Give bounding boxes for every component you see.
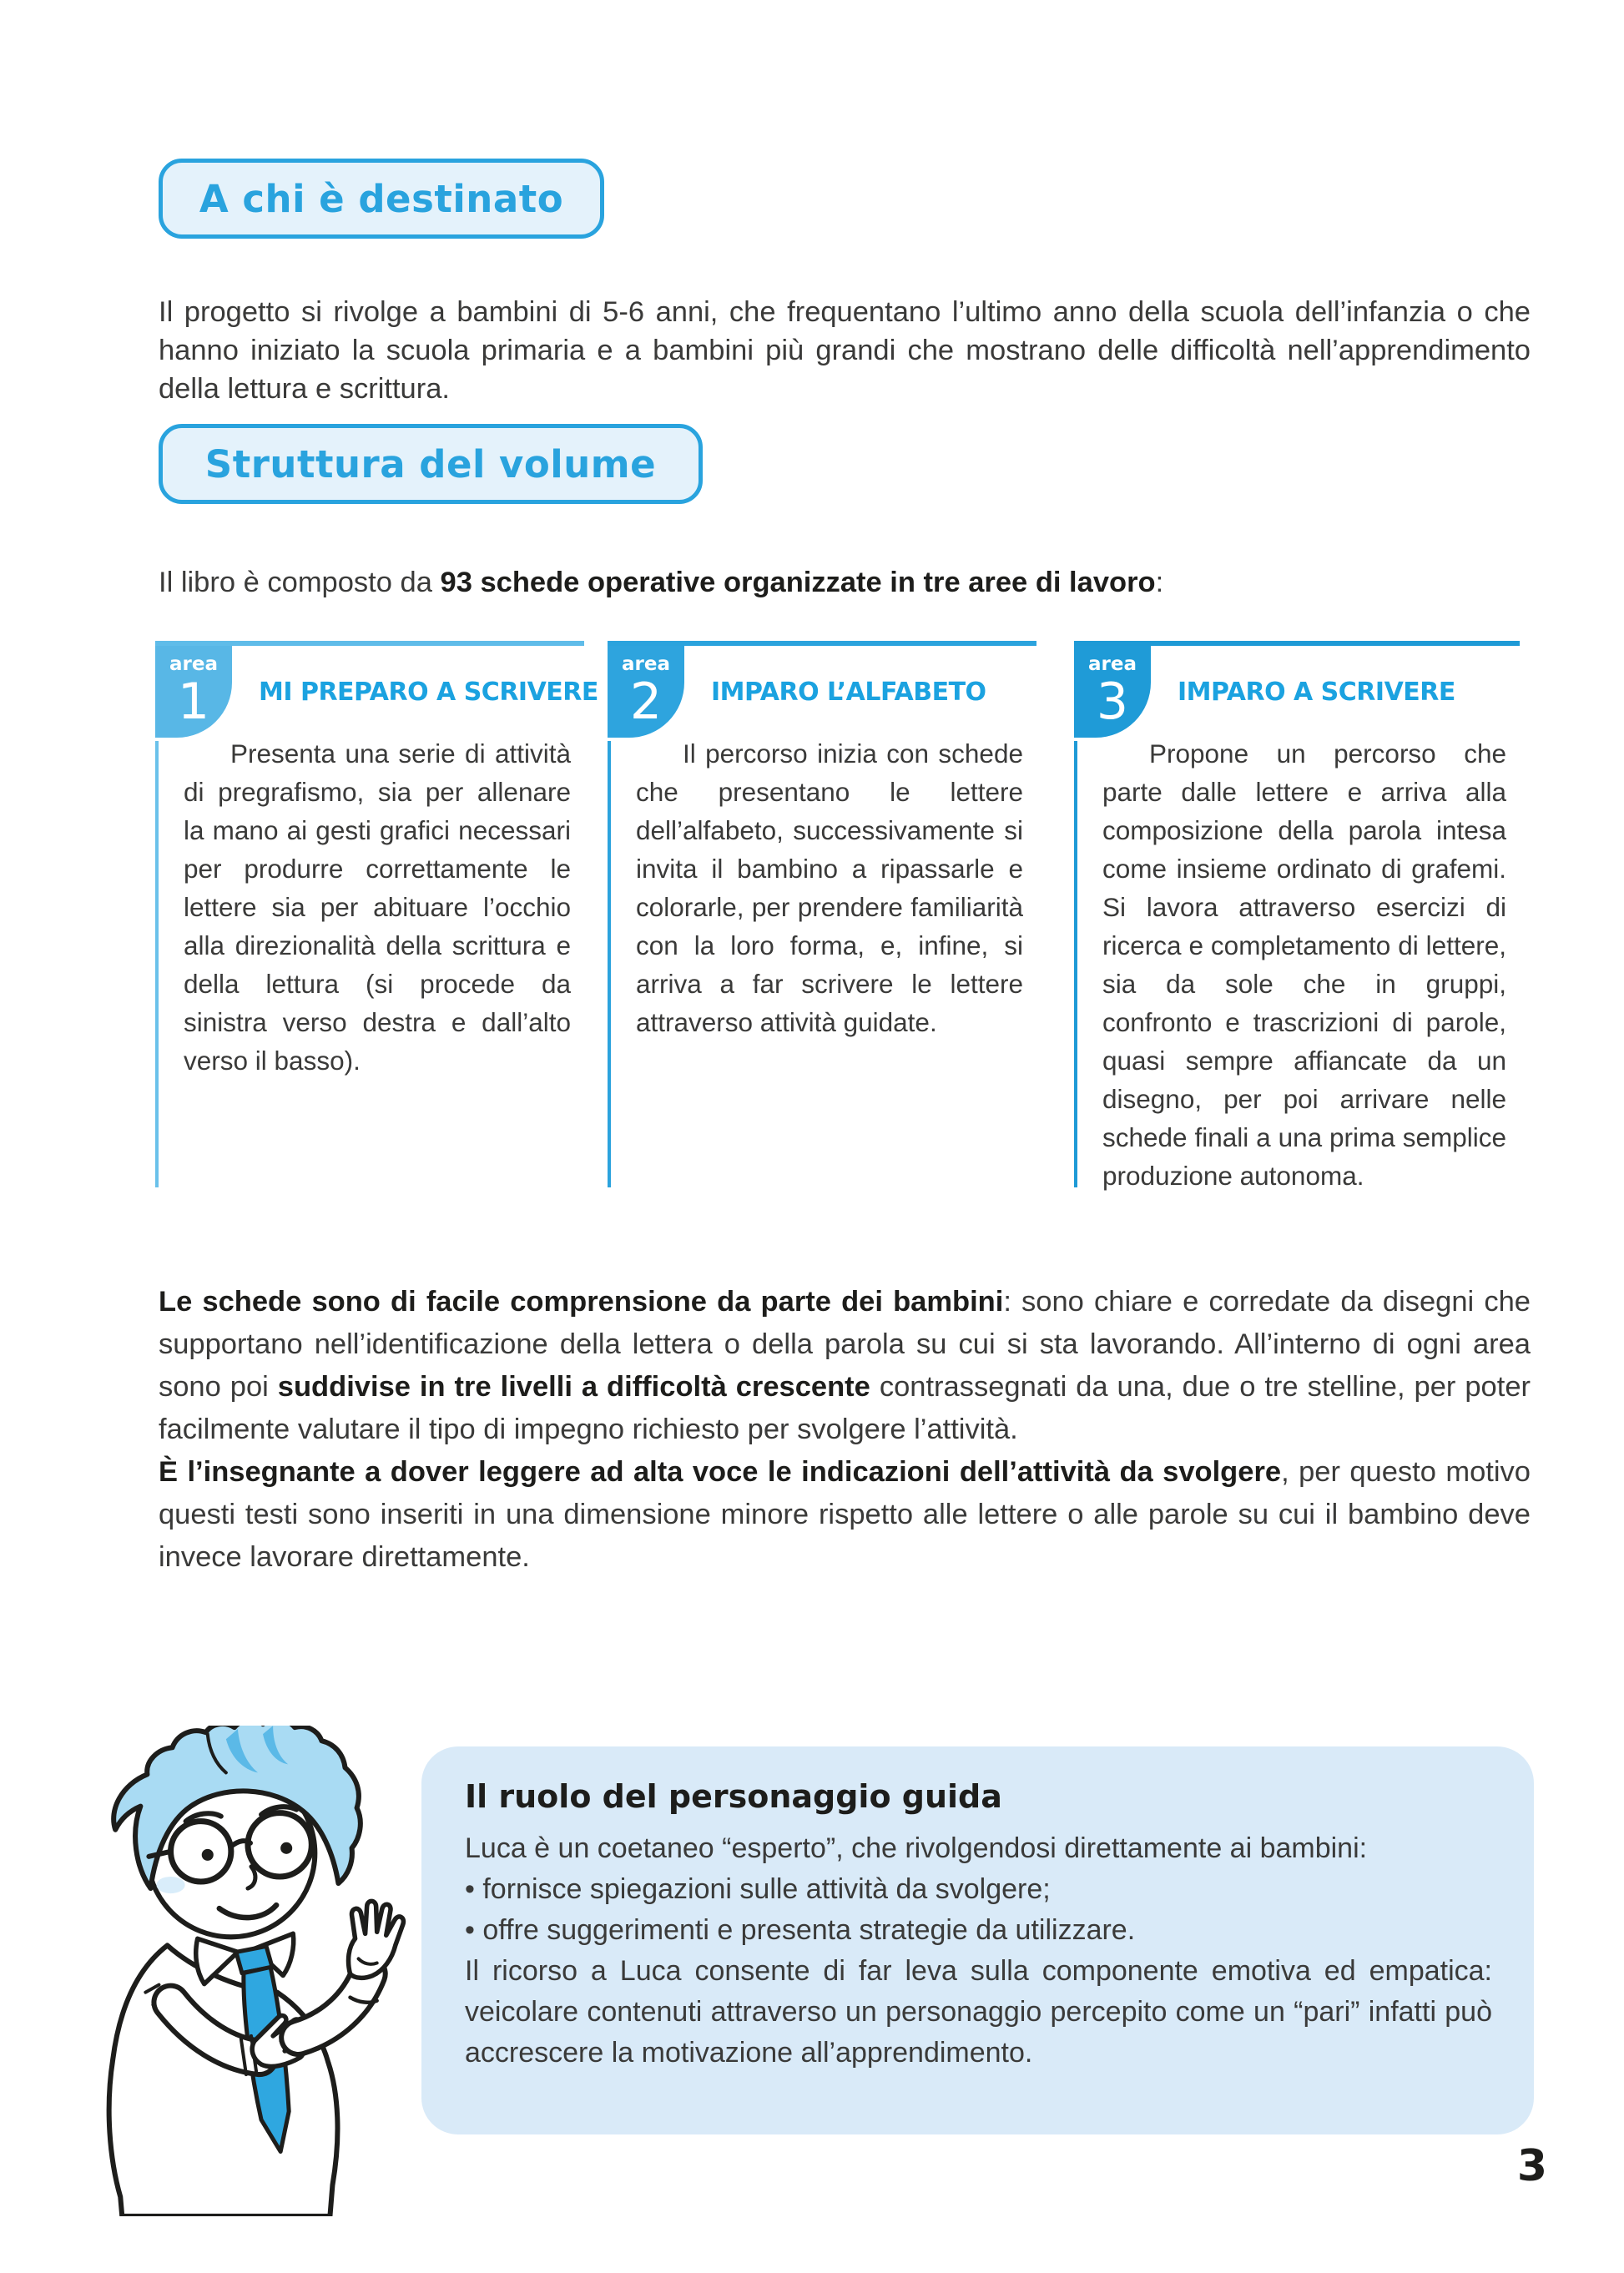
panel-title: Il ruolo del personaggio guida <box>465 1778 1002 1815</box>
area-3-title: IMPARO A SCRIVERE <box>1178 678 1455 707</box>
intro-bold-text: 93 schede operative organizzate in tre aree di lavoro <box>440 566 1156 598</box>
panel-body <box>465 1828 1492 2074</box>
area-1-description: Presenta una serie di attività di pregrafismo, sia per allenare la mano ai gesti grafici necessari per produrre correttamente le lettere sia per abituare l’occhio alla direzionalità della scrittura e della lettura (si procede da sinistra verso destra e dall’alto verso il basso). <box>184 738 571 1076</box>
badge-area-label: area <box>169 653 218 675</box>
bold-lead: È l’insegnante a dover leggere ad alta voce le indicazioni dell’attività da svolgere <box>159 1456 1282 1488</box>
area-2-description: Il percorso inizia con schede che presentano le lettere dell’alfabeto, successivamente si invita il bambino a ripassarle e colorarle, per prendere familiarità con la loro forma, e, infine, si arriva a far scrivere le lettere attraverso attività guidate. <box>636 738 1023 1037</box>
schede-description-block <box>159 1281 1531 1579</box>
volume-intro-line <box>159 563 1163 602</box>
panel-lead-line: Luca è un coetaneo “esperto”, che rivolgendosi direttamente ai bambini: <box>465 1832 1368 1864</box>
area-3-badge <box>1074 646 1151 738</box>
section-title-struttura-del-volume <box>159 424 703 504</box>
panel-bullet-item: • fornisce spiegazioni sulle attività da svolgere; <box>465 1869 1492 1910</box>
area-2-title: IMPARO L’ALFABETO <box>711 678 986 707</box>
badge-area-number: 2 <box>629 673 663 731</box>
intro-text: Il libro è composto da <box>159 566 441 598</box>
area-column-3 <box>1074 641 1520 1191</box>
badge-area-label: area <box>1088 653 1137 675</box>
body-text: contrassegnati da una, due o tre stelline, per poter facilmente valutare il tipo di impegno richiesto per svolgere l’attività. <box>159 1371 1531 1445</box>
area-1-title: MI PREPARO A SCRIVERE <box>259 678 598 707</box>
badge-area-number: 3 <box>1096 673 1129 731</box>
area-column-1 <box>155 641 598 1187</box>
section-title-text: A chi è destinato <box>199 176 564 221</box>
area-2-badge <box>608 646 684 738</box>
intro-text: : <box>1155 566 1164 598</box>
bold-lead: Le schede sono di facile comprensione da parte dei bambini <box>159 1286 1004 1318</box>
panel-bullet-item: • offre suggerimenti e presenta strategie da utilizzare. <box>465 1910 1492 1951</box>
section1-paragraph: Il progetto si rivolge a bambini di 5-6 anni, che frequentano l’ultimo anno della scuola dell’infanzia o che hanno iniziato la scuola primaria e a bambini più grandi che mostrano delle difficoltà nell’apprendimento della lettura e scrittura. <box>159 295 1531 405</box>
body-text: , per questo motivo questi testi sono inseriti in una dimensione minore rispetto alle lettere o alle parole su cui il bambino deve invece lavorare direttamente. <box>159 1456 1531 1573</box>
badge-area-number: 1 <box>177 673 210 731</box>
column-left-rule <box>155 741 159 1187</box>
section-title-a-chi-e-destinato <box>159 159 604 239</box>
body-text: : sono chiare e corredate da disegni che supportano nell’identificazione della lettera o della parola su cui si sta lavorando. All’interno di ogni area sono poi <box>159 1286 1531 1403</box>
luca-character-illustration <box>73 1726 434 2216</box>
bold-inline: suddivise in tre livelli a difficoltà crescente <box>277 1371 870 1403</box>
area-column-2 <box>608 641 1036 1187</box>
badge-area-label: area <box>622 653 670 675</box>
area-3-description: Propone un percorso che parte dalle lettere e arriva alla composizione della parola intesa come insieme ordinato di grafemi. Si lavora attraverso esercizi di ricerca e completamento di lettere, sia da sole che in gruppi, confronto e trascrizioni di parole, quasi sempre affiancate da un disegno, per poi arrivare nelle schede finali a una prima semplice produzione autonoma. <box>1102 738 1506 1191</box>
area-1-badge <box>155 646 232 738</box>
column-left-rule <box>1074 741 1077 1187</box>
panel-bullet-list <box>465 1869 1492 1951</box>
panel-closing-paragraph: Il ricorso a Luca consente di far leva sulla componente emotiva ed empatica: veicolare contenuti attraverso un personaggio percepito come un “pari” infatti può accrescere la motivazione all’apprendimento. <box>465 1955 1492 2069</box>
schede-paragraph-1 <box>159 1281 1531 1451</box>
section-title-text: Struttura del volume <box>204 441 657 486</box>
personaggio-guida-panel <box>421 1746 1534 2134</box>
page-number: 3 <box>1516 2141 1548 2191</box>
column-left-rule <box>608 741 611 1187</box>
schede-paragraph-2 <box>159 1451 1531 1579</box>
